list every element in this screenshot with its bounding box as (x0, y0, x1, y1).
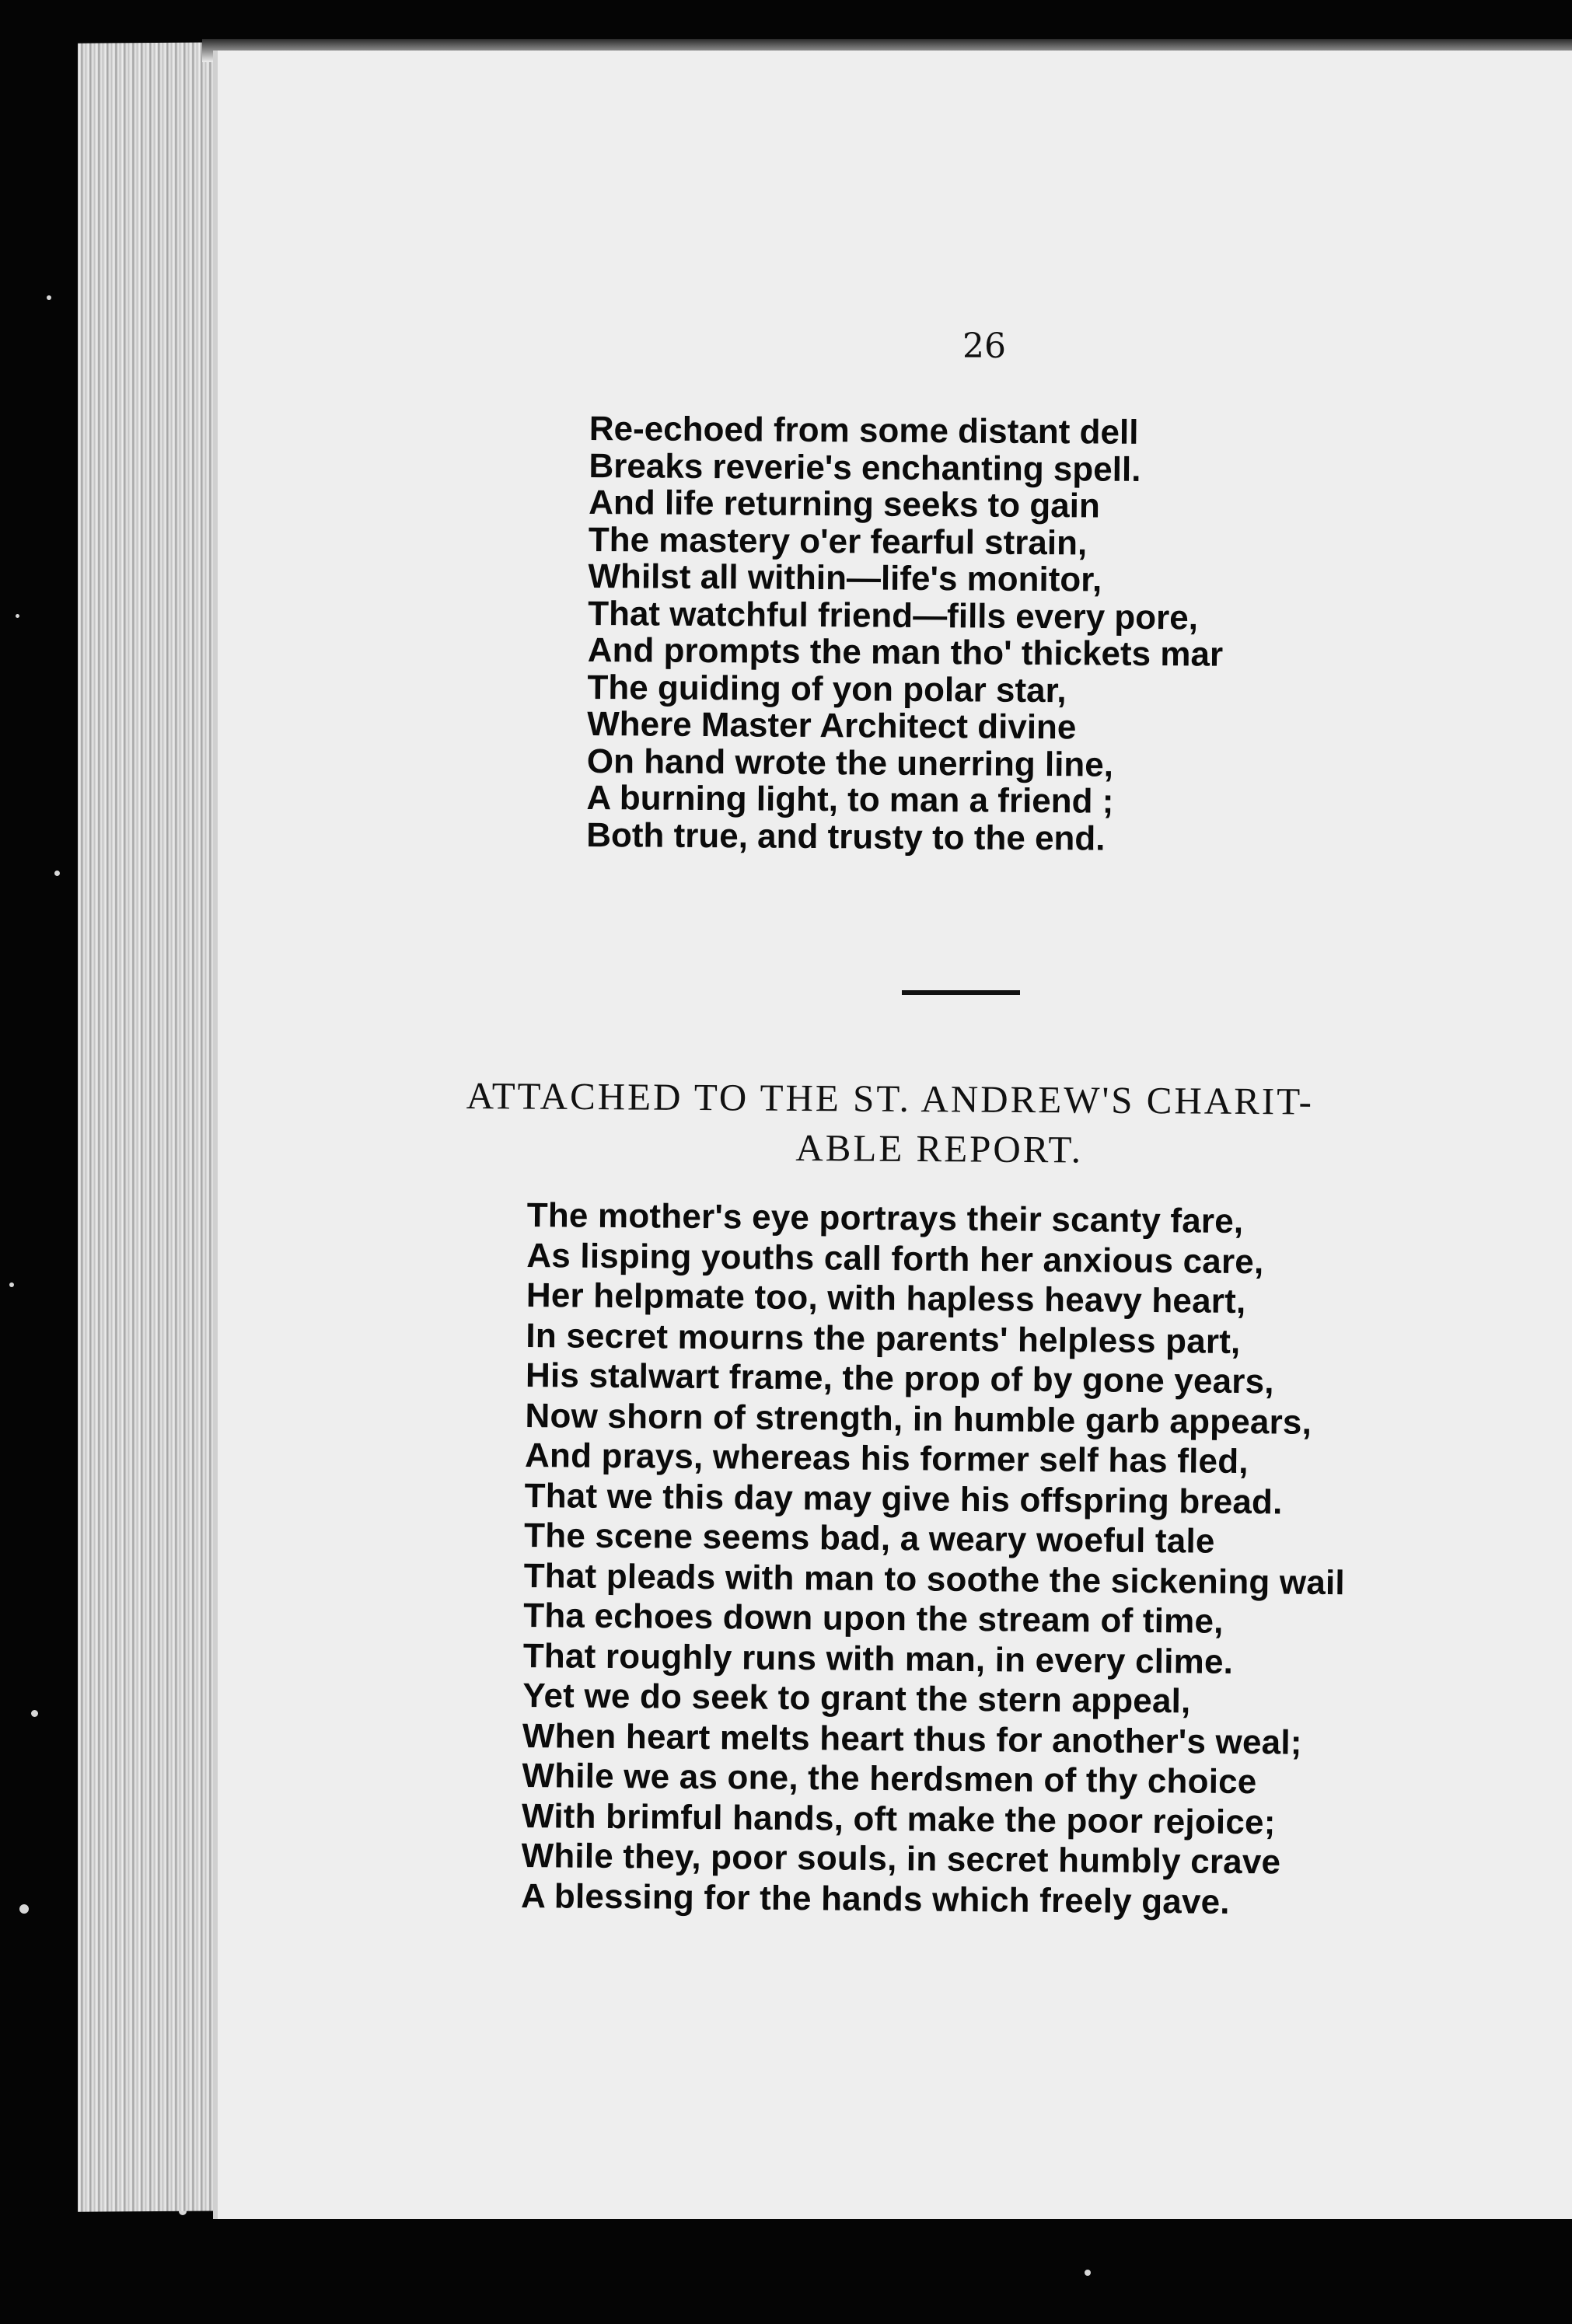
poem-line: And prays, whereas his former self has fled, (524, 1436, 1249, 1481)
poem-line: That pleads with man to soothe the sickening wail (523, 1556, 1346, 1602)
poem-line: And life returning seeks to gain (589, 483, 1100, 525)
section-title-line-1: ATTACHED TO THE ST. ANDREW'S CHARIT- (466, 1073, 1315, 1123)
poem-line: Breaks reverie's enchanting spell. (589, 446, 1141, 489)
poem-line: Her helpmate too, with hapless heavy heart, (526, 1275, 1246, 1321)
poem-line: A blessing for the hands which freely gave. (520, 1876, 1230, 1921)
poem-line: With brimful hands, oft make the poor rejoice; (521, 1796, 1276, 1841)
poem-line: Whilst all within—life's monitor, (588, 557, 1102, 599)
poem-line: As lisping youths call forth her anxious care, (526, 1236, 1264, 1281)
book-page-edges (78, 42, 233, 2211)
poem-line: That roughly runs with man, in every clime. (522, 1636, 1234, 1681)
poem-line: His stalwart frame, the prop of by gone years, (525, 1356, 1274, 1401)
poem-main (521, 1195, 1348, 1923)
poem-line: Tha echoes down upon the stream of time, (523, 1596, 1224, 1641)
poem-line: On hand wrote the unerring line, (586, 742, 1114, 784)
section-divider-rule (902, 990, 1020, 995)
poem-line: While they, poor souls, in secret humbly crave (521, 1836, 1281, 1882)
poem-line: The mastery o'er fearful strain, (588, 520, 1088, 562)
poem-continuation (586, 410, 1224, 858)
section-title (466, 1071, 1469, 1178)
section-title-line-2: ABLE REPORT. (795, 1125, 1084, 1171)
poem-line: That watchful friend—fills every pore, (588, 594, 1199, 637)
poem-line: Re-echoed from some distant dell (589, 410, 1139, 452)
poem-line: That we this day may give his offspring bread. (524, 1476, 1283, 1521)
poem-line: Where Master Architect divine (587, 704, 1077, 747)
poem-line: When heart melts heart thus for another's weal; (522, 1716, 1302, 1762)
poem-line: Both true, and trusty to the end. (586, 815, 1106, 858)
page-number: 26 (962, 326, 1006, 366)
poem-line: Yet we do seek to grant the stern appeal, (522, 1676, 1191, 1721)
poem-line: While we as one, the herdsmen of thy choice (522, 1756, 1257, 1802)
poem-line: Now shorn of strength, in humble garb appears, (525, 1396, 1312, 1442)
poem-line: And prompts the man tho' thickets mar (587, 630, 1224, 674)
poem-line: A burning light, to man a friend ; (586, 778, 1114, 821)
poem-line: The mother's eye portrays their scanty fare, (526, 1196, 1244, 1241)
poem-line: The guiding of yon polar star, (587, 668, 1067, 710)
poem-line: The scene seems bad, a weary woeful tale (523, 1516, 1215, 1561)
poem-line: In secret mourns the parents' helpless part, (526, 1316, 1241, 1361)
